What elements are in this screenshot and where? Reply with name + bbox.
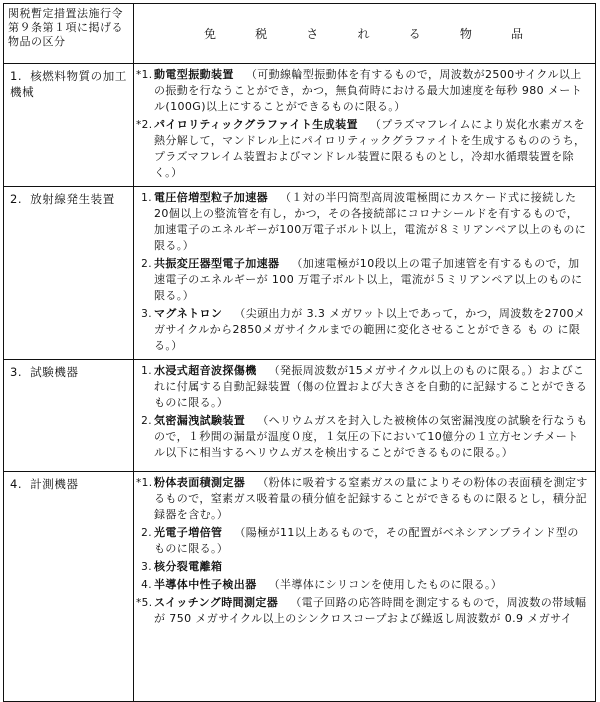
item-name: 水浸式超音波探傷機 bbox=[154, 364, 257, 377]
list-item bbox=[136, 595, 589, 627]
header-items-column: 免税される物品 bbox=[134, 4, 596, 64]
item-name: 気密漏洩試験装置 bbox=[154, 414, 246, 427]
item-name: 核分裂電離箱 bbox=[154, 560, 223, 573]
item-name: パイロリティックグラファイト生成装置 bbox=[154, 118, 358, 131]
item-text: （電子回路の応答時間を測定するもので，周波数の帯域幅が 750 メガサイクル以上のシンクロスコープおよび繰返し周波数が 0.9 メガサイ bbox=[154, 596, 587, 625]
item-name: マグネトロン bbox=[154, 307, 223, 320]
category-label: 核燃料物質の加工機械 bbox=[10, 69, 127, 99]
item-mark: *1. bbox=[136, 477, 153, 489]
items-cell bbox=[134, 472, 596, 702]
item-name: スイッチング時間測定器 bbox=[154, 596, 279, 609]
item-text: （加速電極が10段以上の電子加速管を有するもので，加速電子のエネルギーが 100 万電子ボルト以上，電流が５ミリアンペア以上のものに限る。） bbox=[154, 257, 583, 302]
category-label: 計測機器 bbox=[30, 477, 79, 491]
category-cell bbox=[4, 472, 134, 702]
table-row bbox=[4, 187, 596, 360]
item-mark: 3. bbox=[141, 308, 152, 320]
category-cell bbox=[4, 360, 134, 472]
item-mark: *2. bbox=[136, 119, 153, 131]
table-row bbox=[4, 472, 596, 702]
category-label: 放射線発生装置 bbox=[30, 192, 115, 206]
header-category-column: 関税暫定措置法施行令第９条第１項に掲げる物品の区分 bbox=[4, 4, 134, 64]
category-number: 2. bbox=[10, 192, 23, 206]
item-name: 光電子増倍管 bbox=[154, 526, 223, 539]
item-mark: 4. bbox=[141, 579, 152, 591]
list-item bbox=[136, 190, 589, 254]
table-header-row bbox=[4, 4, 596, 64]
list-item bbox=[136, 577, 589, 593]
item-text: （粉体に吸着する窒素ガスの量によりその粉体の表面積を測定するもので，窒素ガス吸着量の積分値を記録することができるものに限るとし，積分記録器を含む。） bbox=[154, 476, 588, 521]
item-mark: 2. bbox=[141, 527, 152, 539]
table-row bbox=[4, 360, 596, 472]
tariff-exemption-table bbox=[3, 3, 596, 702]
category-cell bbox=[4, 187, 134, 360]
item-text: （ヘリウムガスを封入した被検体の気密漏洩度の試験を行なうもので，１秒間の漏量が温度０度，１気圧の下において10億分の１立方センチメートル以下に相当するヘリウムガスを検出することができるものに限る。） bbox=[154, 414, 588, 459]
table-row bbox=[4, 64, 596, 187]
list-item bbox=[136, 413, 589, 461]
items-cell bbox=[134, 360, 596, 472]
item-name: 動電型振動装置 bbox=[154, 68, 234, 81]
list-item bbox=[136, 117, 589, 181]
list-item bbox=[136, 256, 589, 304]
item-text: （プラズマフレイムにより炭化水素ガスを熱分解して，マンドレル上にパイロリティックグラファイトを生成するもののうち，プラズマフレイム装置およびマンドレル装置に限るものとし，冷却水循環装置を除く。） bbox=[154, 118, 586, 179]
item-text: （陽極が11以上あるもので，その配置がベネシアンブラインド型のものに限る。） bbox=[154, 526, 579, 555]
item-name: 粉体表面積測定器 bbox=[154, 476, 246, 489]
list-item bbox=[136, 559, 589, 575]
item-mark: 3. bbox=[141, 561, 152, 573]
item-mark: *1. bbox=[136, 69, 153, 81]
item-text: （可動線輪型振動体を有するもので，周波数が2500サイクル以上の振動を行なうことができ，かつ，無負荷時における最大加速度を毎秒 980 メートル(100G)以上にすることができるものに限る。） bbox=[154, 68, 583, 113]
item-mark: 1. bbox=[141, 192, 152, 204]
item-mark: 2. bbox=[141, 258, 152, 270]
category-label: 試験機器 bbox=[30, 365, 79, 379]
item-name: 半導体中性子検出器 bbox=[154, 578, 257, 591]
item-name: 電圧倍増型粒子加速器 bbox=[154, 191, 268, 204]
category-number: 3. bbox=[10, 365, 23, 379]
item-mark: 2. bbox=[141, 415, 152, 427]
items-cell bbox=[134, 187, 596, 360]
category-cell bbox=[4, 64, 134, 187]
item-text: （１対の半円筒型高周波電極間にカスケード式に接続した20個以上の整流管を有し，かつ，その各接続部にコロナシールドを有するもので，加速電子のエネルギーが100万電子ボルト以上，電流が８ミリアンペア以上のものに限る。） bbox=[154, 191, 587, 252]
category-number: 1. bbox=[10, 69, 23, 83]
list-item bbox=[136, 67, 589, 115]
list-item bbox=[136, 363, 589, 411]
category-number: 4. bbox=[10, 477, 23, 491]
item-text: （尖頭出力が 3.3 メガワット以上であって，かつ，周波数を2700メガサイクルから2850メガサイクルまでの範囲に変化させることができる も の に限る。） bbox=[154, 307, 586, 352]
item-text: （半導体にシリコンを使用したものに限る。） bbox=[268, 578, 503, 591]
list-item bbox=[136, 475, 589, 523]
item-mark: *5. bbox=[136, 597, 153, 609]
item-mark: 1. bbox=[141, 365, 152, 377]
list-item bbox=[136, 525, 589, 557]
item-name: 共振変圧器型電子加速器 bbox=[154, 257, 280, 270]
item-text: （発振周波数が15メガサイクル以上のものに限る。）およびこれに付属する自動記録装置（傷の位置および大きさを自動的に記録することができるものに限る。） bbox=[154, 364, 588, 409]
items-cell bbox=[134, 64, 596, 187]
list-item bbox=[136, 306, 589, 354]
